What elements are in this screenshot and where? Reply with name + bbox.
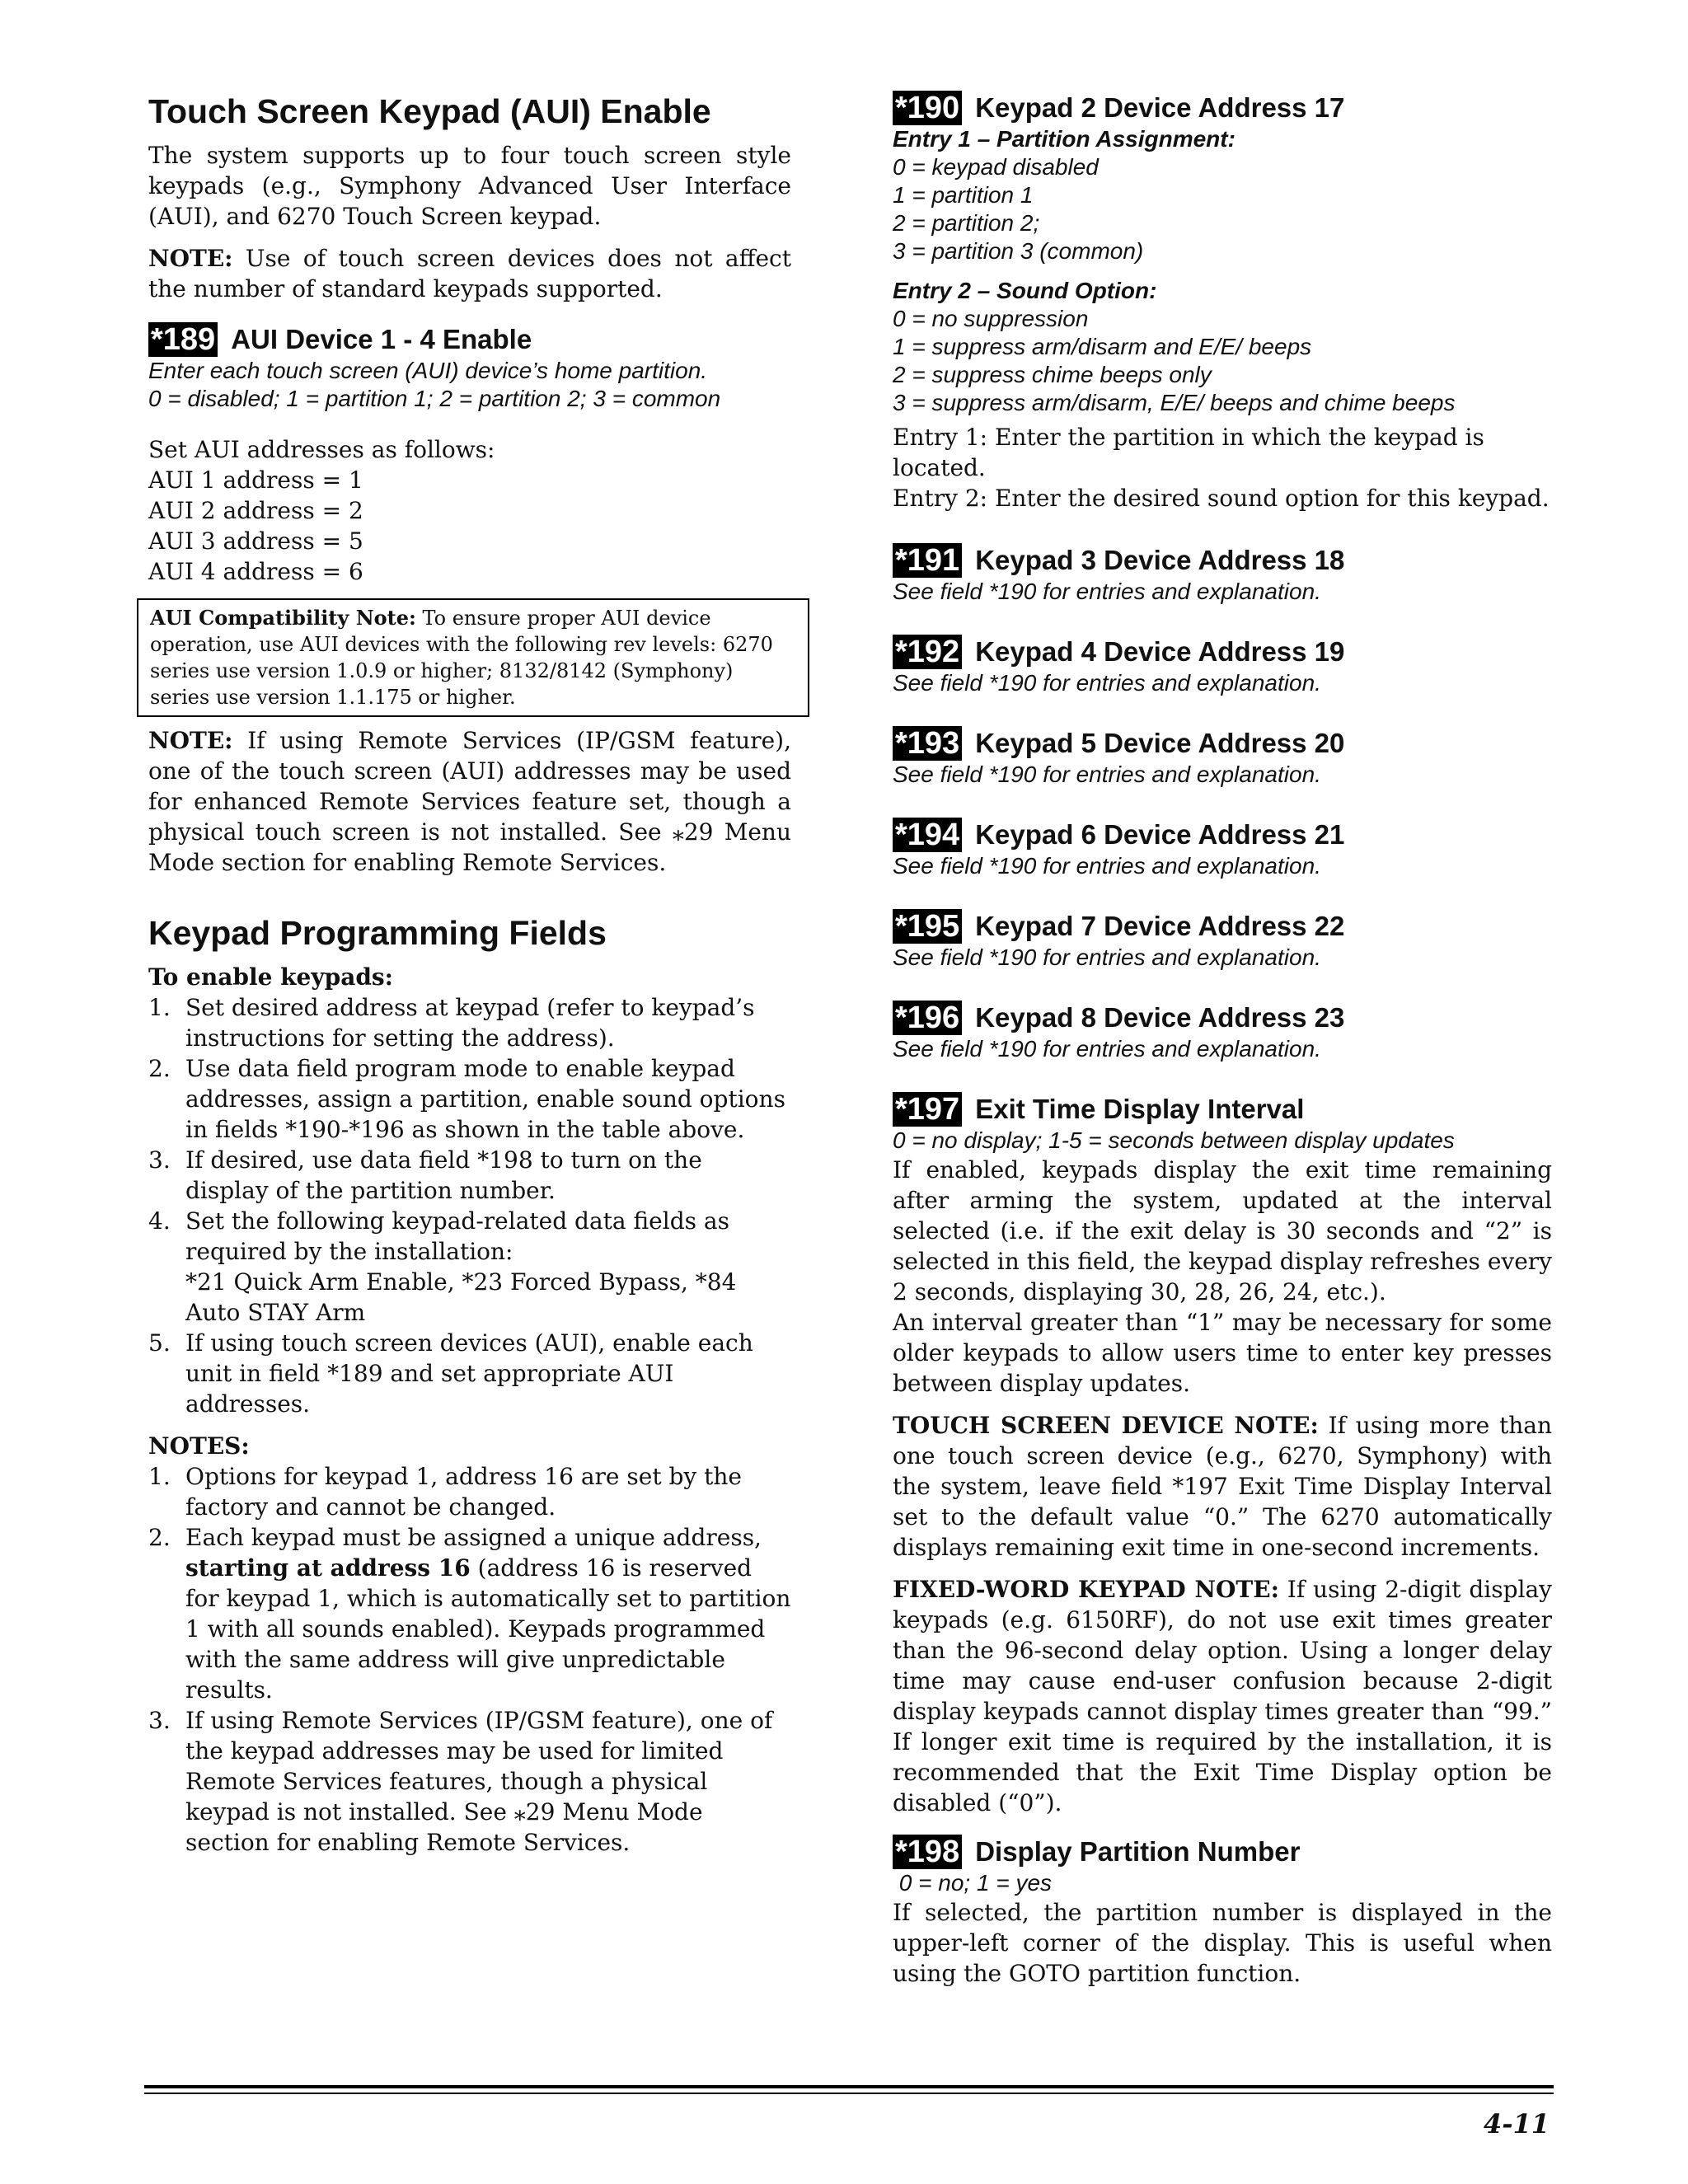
field-193-heading [893,726,1552,761]
footer-rule-thin [144,2093,1554,2094]
list-item: 3. If desired, use data field *198 to turn on the display of the partition number. [148,1146,702,1204]
enable-keypads-label: To enable keypads: [148,963,394,991]
field-193-block [893,726,1552,789]
field-number-badge: *189 [148,322,218,357]
note-text: If using 2-digit display keypads (e.g. 6150RF), do not use exit times greater than the 96-second delay option. Using a longer delay time may cause end-user confusion because 2-digit display keypads cannot display times greater than “99.” If longer exit time is required by the installation, it is recommended that the Exit Time Display option be disabled (“0”). [893,1576,1552,1816]
entry1-option: 0 = keypad disabled [893,154,1099,180]
field-ref-text: See field *190 for entries and explanation. [893,944,1321,970]
compat-note-label: AUI Compatibility Note: [150,606,416,630]
touch-screen-device-note [893,1410,1552,1563]
field-number-badge: *190 [893,91,962,125]
field-197-block [893,1092,1552,1818]
field-195-heading [893,909,1552,944]
field-number-badge: *195 [893,909,962,944]
entry1-option: 2 = partition 2; [893,210,1040,236]
field-198-description: If selected, the partition number is displayed in the upper-left corner of the display. This is useful when using the GOTO partition function. [893,1899,1552,1987]
entry1-option: 3 = partition 3 (common) [893,238,1144,264]
note-label: FIXED-WORD KEYPAD NOTE: [893,1576,1279,1603]
field-192-heading [893,635,1552,669]
field-title: Keypad 2 Device Address 17 [975,92,1345,123]
field-189-desc: Enter each touch screen (AUI) device’s home partition. [148,358,708,383]
field-ref-text: See field *190 for entries and explanation. [893,670,1321,696]
entry2-option: 0 = no suppression [893,306,1089,331]
fixed-word-keypad-note [893,1574,1552,1818]
entry2-explanation: Entry 2: Enter the desired sound option for this keypad. [893,485,1550,512]
note-label: TOUCH SCREEN DEVICE NOTE: [893,1412,1319,1439]
field-ref-text: See field *190 for entries and explanation. [893,853,1321,879]
notes-label: NOTES: [148,1432,250,1460]
field-190-block [893,91,1552,513]
enable-steps-list [148,992,791,1419]
aui-address-line: AUI 3 address = 5 [148,527,363,555]
field-title: Keypad 7 Device Address 22 [975,911,1345,941]
touch-screen-section-title: Touch Screen Keypad (AUI) Enable [148,92,711,130]
note-label: NOTE: [148,245,233,272]
field-197-interval-note: An interval greater than “1” may be necessary for some older keypads to allow users time to enter key presses between display updates. [893,1309,1552,1397]
field-197-heading [893,1092,1552,1127]
entry2-label: Entry 2 – Sound Option: [893,278,1157,303]
field-number-badge: *197 [893,1092,962,1127]
list-item: 2. Use data field program mode to enable keypad addresses, assign a partition, enable sound options in fields *190-*196 as shown in the table above. [148,1055,785,1143]
list-item: 4. Set the following keypad-related data fields as required by the installation: *21 Quick Arm Enable, *23 Forced Bypass, *84 Auto STAY Arm [148,1207,737,1326]
field-title: Keypad 5 Device Address 20 [975,728,1345,758]
field-190-heading [893,91,1552,125]
field-title: Keypad 6 Device Address 21 [975,819,1345,850]
aui-address-line: AUI 4 address = 6 [148,558,363,585]
field-number-badge: *193 [893,726,962,761]
field-198-options: 0 = no; 1 = yes [893,1870,1053,1896]
field-197-description: If enabled, keypads display the exit time remaining after arming the system, updated at the interval selected (i.e. if the exit delay is 30 seconds and “2” is selected in this field, the keypad display refreshes every 2 seconds, displaying 30, 28, 26, 24, etc.). [893,1156,1552,1305]
field-191-heading [893,543,1552,578]
field-number-badge: *198 [893,1835,962,1869]
page-number: 4-11 [1483,2108,1550,2139]
field-196-block [893,1001,1552,1063]
field-189-block [148,322,791,413]
field-192-block [893,635,1552,697]
field-title: Display Partition Number [975,1836,1301,1867]
entry1-option: 1 = partition 1 [893,182,1034,208]
field-195-block [893,909,1552,972]
field-189-options: 0 = disabled; 1 = partition 1; 2 = partition 2; 3 = common [148,386,721,411]
aui-address-line: AUI 1 address = 1 [148,466,363,494]
keypad-programming-section-title: Keypad Programming Fields [148,914,607,952]
field-title: Keypad 8 Device Address 23 [975,1002,1345,1033]
aui-address-line: Set AUI addresses as follows: [148,436,495,463]
note-text: Use of touch screen devices does not affect the number of standard keypads supported. [148,245,791,302]
right-column [893,91,1552,1989]
field-198-block [893,1835,1552,1989]
list-item: 3. If using Remote Services (IP/GSM feature), one of the keypad addresses may be used for limited Remote Services features, though a physical keypad is not installed. See ⁎29 Menu Mode section for enabling Remote Services. [148,1707,773,1856]
field-196-heading [893,1001,1552,1035]
field-number-badge: *194 [893,818,962,852]
field-title: AUI Device 1 - 4 Enable [231,324,532,354]
entry2-option: 3 = suppress arm/disarm, E/E/ beeps and chime beeps [893,390,1456,415]
note-text: If using Remote Services (IP/GSM feature), one of the touch screen (AUI) addresses may be used for enhanced Remote Services feature set, though a physical touch screen is not installed. See ⁎29 Menu Mode section for enabling Remote Services. [148,727,791,876]
touch-screen-note [148,243,791,304]
entry2-option: 1 = suppress arm/disarm and E/E/ beeps [893,334,1312,359]
field-194-heading [893,818,1552,852]
field-number-badge: *192 [893,635,962,669]
note-label: NOTE: [148,727,233,754]
touch-screen-intro: The system supports up to four touch screen style keypads (e.g., Symphony Advanced User Interface (AUI), and 6270 Touch Screen keypad. [148,142,791,230]
field-197-options: 0 = no display; 1-5 = seconds between display updates [893,1127,1455,1153]
aui-compatibility-note-box [137,598,809,717]
keypad-fields-list: *21 Quick Arm Enable, *23 Forced Bypass, *84 Auto STAY Arm [185,1268,737,1326]
entry1-explanation: Entry 1: Enter the partition in which the keypad is located. [893,424,1484,481]
list-item: 2. Each keypad must be assigned a unique address, starting at address 16 (address 16 is reserved for keypad 1, which is automatically set to partition 1 with all sounds enabled). Keypads programmed with the same address will give unpredictable results. [148,1524,791,1704]
field-ref-text: See field *190 for entries and explanation. [893,762,1321,787]
aui-address-list [148,434,791,587]
aui-address-line: AUI 2 address = 2 [148,497,363,524]
field-title: Keypad 3 Device Address 18 [975,545,1345,575]
list-item: 1. Options for keypad 1, address 16 are set by the factory and cannot be changed. [148,1463,742,1521]
field-number-badge: *191 [893,543,962,578]
field-ref-text: See field *190 for entries and explanation. [893,579,1321,604]
remote-services-note [148,725,791,878]
entry1-label: Entry 1 – Partition Assignment: [893,126,1236,152]
list-item: 1. Set desired address at keypad (refer to keypad’s instructions for setting the address). [148,994,755,1052]
field-title: Exit Time Display Interval [975,1094,1305,1124]
field-title: Keypad 4 Device Address 19 [975,636,1345,667]
field-198-heading [893,1835,1552,1869]
field-194-block [893,818,1552,880]
note-text: If using more than one touch screen device (e.g., 6270, Symphony) with the system, leave field *197 Exit Time Display Interval set to the default value “0.” The 6270 automatically displays remaining exit time in one-second increments. [893,1412,1552,1561]
field-191-block [893,543,1552,606]
compat-note-text: To ensure proper AUI device operation, use AUI devices with the following rev levels: 6270 series use version 1.0.9 or higher; 8132/8142 (Symphony) series use version 1.1.175 or higher. [150,607,773,709]
notes-list [148,1461,791,1858]
list-item: 5. If using touch screen devices (AUI), enable each unit in field *189 and set appropriate AUI addresses. [148,1329,753,1418]
field-number-badge: *196 [893,1001,962,1035]
footer-rule-thick [144,2085,1554,2088]
left-column [148,91,791,1858]
field-189-heading [148,322,791,357]
field-ref-text: See field *190 for entries and explanation. [893,1036,1321,1062]
entry2-option: 2 = suppress chime beeps only [893,362,1212,387]
